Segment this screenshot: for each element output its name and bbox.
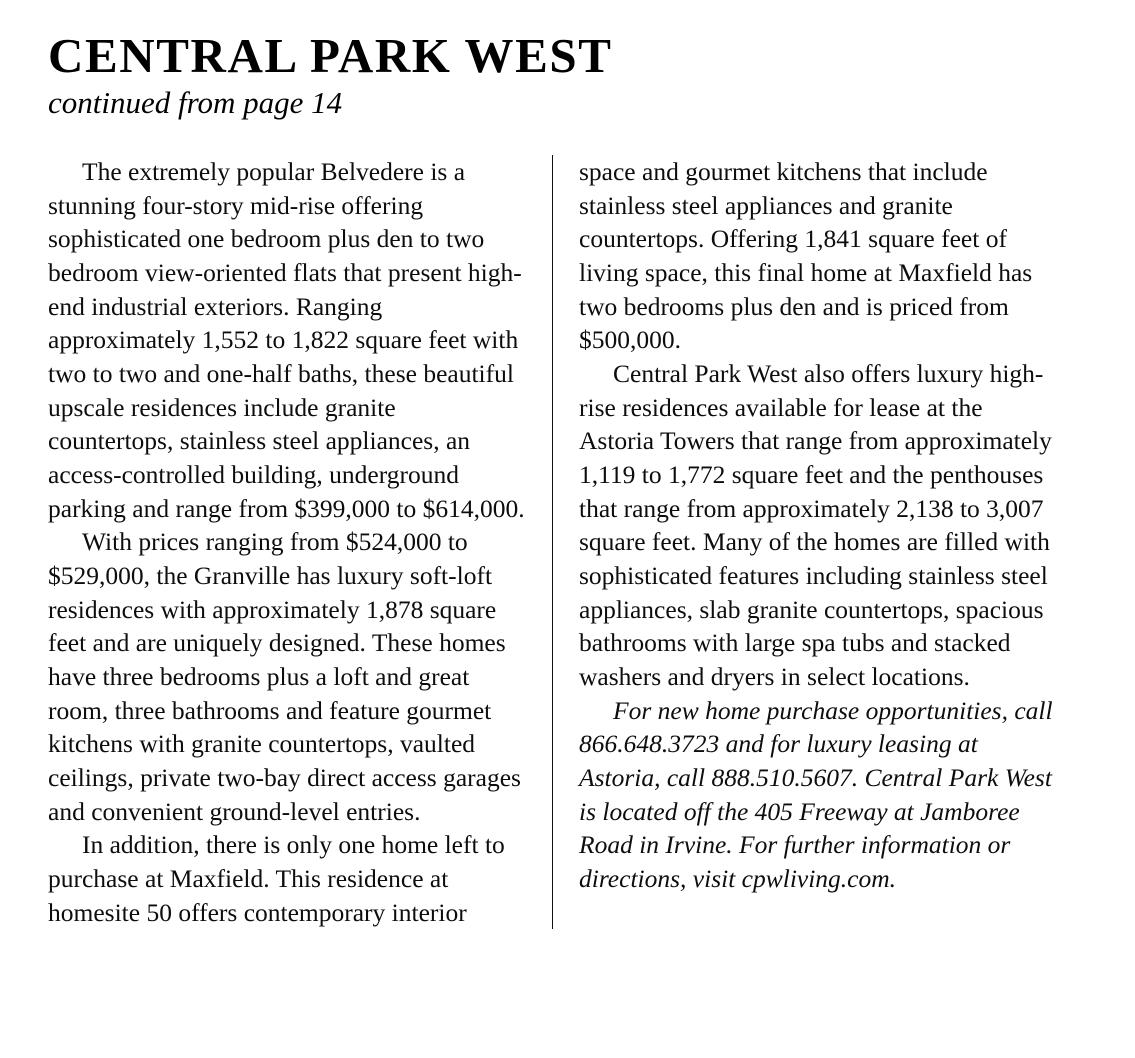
paragraph: Central Park West also offers luxury high-rise residences available for lease at the Astoria Towers that range from approximately 1,119 to 1,772 square feet and the penthouses that range from approximately 2,138 to 3,007 square feet. Many of the homes are filled with sophisticated features including stainless steel appliances, slab granite countertops, spacious bathrooms with large spa tubs and stacked washers and dryers in select locations. (579, 359, 1052, 691)
article-subhead: continued from page 14 (48, 85, 343, 121)
paragraph: With prices ranging from $524,000 to $529,000, the Granville has luxury soft-loft residences with approximately 1,878 square feet and are uniquely designed. These homes have three bedrooms plus a loft and great room, three bathrooms and feature gourmet kitchens with granite countertops, vaulted ceilings, private two-bay direct access garages and convenient ground-level entries. (48, 527, 521, 826)
article-columns (48, 155, 1087, 929)
paragraph: In addition, there is only one home left to purchase at Maxfield. This residence at homesite 50 offers contemporary interior (48, 830, 505, 927)
paragraph-contact-info: For new home purchase opportunities, call 866.648.3723 and for luxury leasing at Astoria, call 888.510.5607. Central Park West is located off the 405 Freeway at Jamboree Road in Irvine. For further information or directions, visit cpwliving.com. (579, 695, 1053, 893)
page-title: CENTRAL PARK WEST (48, 28, 613, 83)
paragraph: The extremely popular Belvedere is a stunning four-story mid-rise offering sophisticated one bedroom plus den to two bedroom view-oriented flats that present high-end industrial exteriors. Ranging approximately 1,552 to 1,822 square feet with two to two and one-half baths, these beautiful upscale residences include granite countertops, stainless steel appliances, an access-controlled building, underground parking and range from $399,000 to $614,000. (48, 157, 525, 523)
article-column-right (553, 155, 1058, 895)
paragraph: space and gourmet kitchens that include stainless steel appliances and granite countertops. Offering 1,841 square feet of living space, this final home at Maxfield has two bedrooms plus den and is priced from $500,000. (579, 157, 1033, 355)
article-column-left (48, 155, 553, 929)
